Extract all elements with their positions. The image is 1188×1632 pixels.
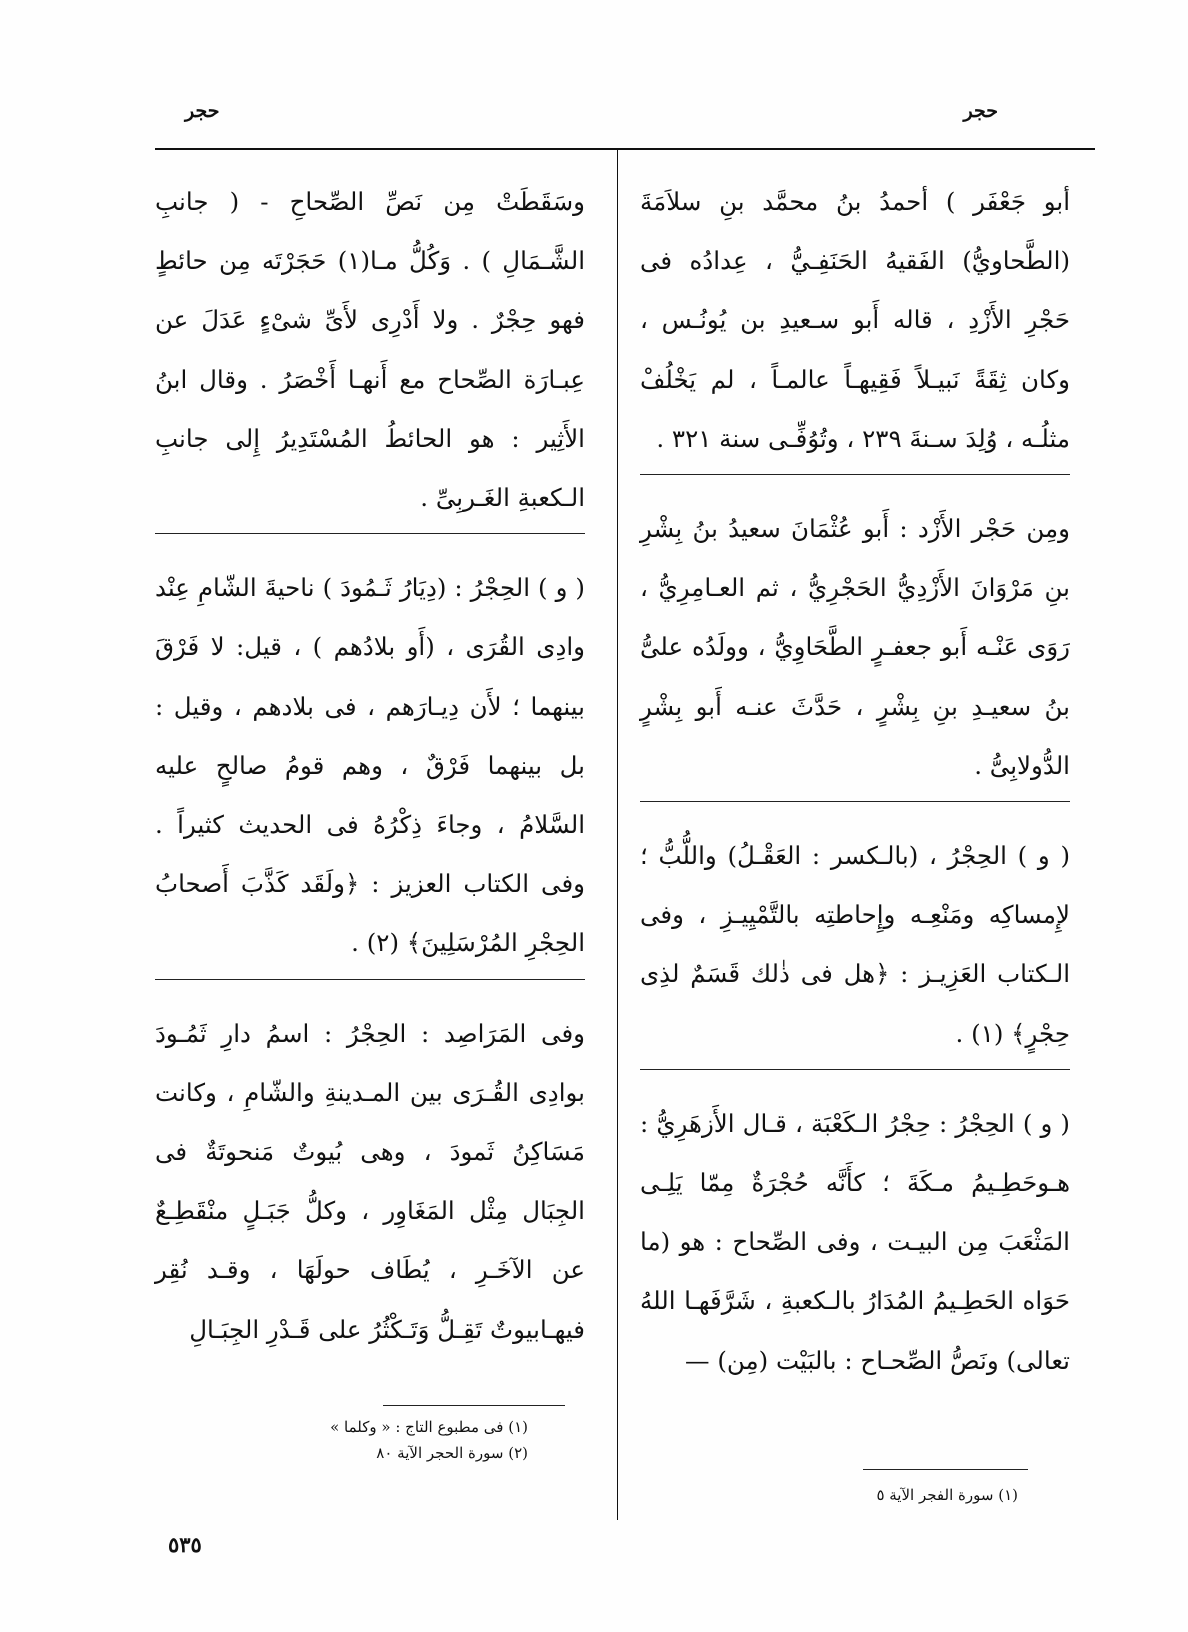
footnotes-left (330, 1414, 528, 1466)
header-word-left: حجر (185, 100, 220, 122)
footnote: (١) فى مطبوع التاج : « وكلما » (330, 1418, 528, 1436)
entry-paragraph: ( و ) الحِجْرُ ، (بالـكسر : العَقْـلُ) واللُّبُّ ؛ لإِمساكِه ومَنْعِـه وإِحاطتِه بالتَّمْيِيـزِ ، وفى الـكتاب العَزِيـز : ﴿هل فى ذٰلك قَسَمٌ لذِى حِجْرٍ﴾ (١) . (640, 841, 1070, 1048)
entry-paragraph: ( و ) الحِجْرُ : (دِيَارُ ثَـمُودَ ) ناحيةَ الشّامِ عِنْد وادِى القُرَى ، (أَو بلادُهم ) ، قيل: لا فَرْقَ بينهما ؛ لأَن دِيـارَهم ، فى بلادهم ، وقيل : بل بينهما فَرْقٌ ، وهم قومُ صالحٍ عليه السَّلامُ ، وجاءَ ذِكْرُهُ فى الحديث كثيراً . وفى الكتاب العزيز : ﴿ولَقَد كَذَّبَ أَصحابُ الحِجْرِ المُرْسَلِينَ﴾ (٢) . (155, 573, 585, 958)
paragraph-separator (640, 474, 1070, 475)
page-number: ٥٣٥ (168, 1532, 202, 1557)
paragraph-separator (155, 533, 585, 534)
entry-paragraph: وسَقَطَتْ مِن نَصِّ الصِّحاحِ - ( جانبِ الشَّـمَالِ ) . وَكُلُّ مـا(١) حَجَرْتَه مِن حائطٍ فهو حِجْرٌ . ولا أَدْرِى لأَىِّ شىْءٍ عَدَلَ عن عِبـارَة الصِّحاح مع أَنهـا أَخْصَرُ . وقال ابنُ الأَثِير : هو الحائطُ المُسْتَدِيرُ إِلى جانبِ الـكعبةِ الغَـربِىِّ . (155, 187, 586, 513)
entry-paragraph: وفى المَرَاصِد : الحِجْرُ : اسمُ دارِ ثَمُـودَ بوادِى القُـرَى بين المـدينةِ والشّامِ ، وكانت مَسَاكِنُ ثَمودَ ، وهى بُيوتٌ مَنحوتَةٌ فى الجِبَال مِثْل المَغَاوِر ، وكلُّ جَبَـلٍ منْقَطِـعٌ عن الآخَـرِ ، يُطَاف حولَهَا ، وقـد نُقِر فيهـابيوتٌ تَقِـلُّ وَتَـكْثُرُ على قَـدْرِ الجِبَـالِ (155, 1018, 585, 1344)
right-column (640, 172, 1070, 1396)
footnotes-right (876, 1482, 1018, 1508)
entry-paragraph: أبو جَعْفَر ) أحمدُ بنُ محمَّد بنِ سلاَمَةَ (الطَّحاويُّ) الفَقيهُ الحَنَفِـيُّ ، عِدادُه فى حَجْرِ الأَزْدِ ، قاله أَبو سـعيدِ بن يُونُـس ، وكان ثِقَةً نَبيـلاً فَقِيهـاً عالمـاً ، لم يَخْلُفْ مثلُـه ، وُلِدَ سـنةَ ٢٣٩ ، وتُوُفِّـى سنة ٣٢١ . (640, 187, 1070, 453)
column-divider (617, 150, 618, 1520)
paragraph-separator (640, 1069, 1070, 1070)
header-word-right: حجر (963, 100, 998, 122)
footnote: (٢) سورة الحجر الآية ٨٠ (376, 1444, 528, 1462)
footnote: (١) سورة الفجر الآية ٥ (876, 1486, 1018, 1504)
footnote-rule (383, 1405, 565, 1406)
entry-paragraph: ( و ) الحِجْرُ : حِجْرُ الـكَعْبَة ، قـال الأَزهَرِيُّ : هـوحَطِـيمُ مـكَةَ ؛ كأَنَّه حُجْرَةٌ مِمّا يَلِـى المَثْعَبَ مِن البيـت ، وفى الصِّحاح : هو (ما حَوَاه الحَطِـيمُ المُدَارُ بالـكعبةِ ، شَرَّفَهـا اللهُ تعالى) ونَصُّ الصِّحـاح : بالبَيْت (مِن) — (640, 1108, 1070, 1375)
entry-paragraph: ومِن حَجْر الأَزْد : أَبو عُثْمَانَ سعيدُ بنُ بِشْرِ بنِ مَرْوَانَ الأَزْدِيُّ الحَجْرِيُّ ، ثم العـامِرِيُّ ، رَوَى عَنْـه أَبو جعفـرٍ الطَّحَاوِيُّ ، وولَدُه علىُّ بنُ سعيـدِ بنِ بِشْرٍ ، حَدَّثَ عنـه أَبو بِشْرٍ الدُّولابِىُّ . (640, 514, 1070, 780)
left-column (155, 172, 585, 1365)
footnote-rule (863, 1469, 1028, 1470)
paragraph-separator (640, 801, 1070, 802)
paragraph-separator (155, 979, 585, 980)
header-rule (155, 148, 1095, 150)
